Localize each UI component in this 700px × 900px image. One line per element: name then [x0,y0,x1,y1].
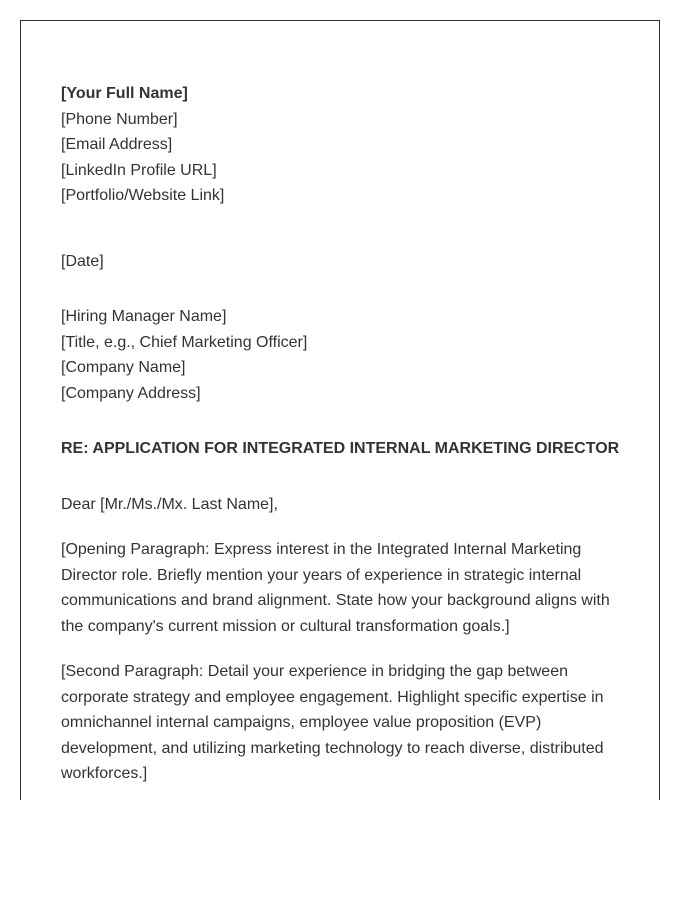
sender-name: [Your Full Name] [61,85,188,102]
sender-phone: [Phone Number] [61,110,178,128]
subject-line: RE: APPLICATION FOR INTEGRATED INTERNAL MARKETING DIRECTOR [61,440,620,457]
recipient-title: [Title, e.g., Chief Marketing Officer] [61,333,308,351]
letter-date: [Date] [61,252,104,270]
sender-email: [Email Address] [61,136,173,153]
recipient-name: [Hiring Manager Name] [61,308,227,325]
date-block [61,249,631,275]
second-paragraph: [Second Paragraph: Detail your experience in bridging the gap between corporate strategy and employee engagement. Highlight specific expertise in omnichannel internal campaigns, employee value proposition (EVP) development, and utilizing marketing technology to reach diverse, distributed workforces.] [61,663,604,782]
sender-block [61,81,631,209]
letter-content [61,81,631,787]
letter-page [20,20,660,800]
salutation: Dear [Mr./Ms./Mx. Last Name], [61,495,278,513]
recipient-address: [Company Address] [61,384,201,402]
sender-portfolio: [Portfolio/Website Link] [61,187,225,204]
sender-linkedin: [LinkedIn Profile URL] [61,161,217,179]
recipient-block [61,304,631,406]
opening-paragraph: [Opening Paragraph: Express interest in the Integrated Internal Marketing Director role. Briefly mention your years of experience in strategic internal communications and brand alignment. State how your background aligns with the company's current mission or cultural transformation goals.] [61,541,610,635]
recipient-company: [Company Name] [61,359,186,376]
